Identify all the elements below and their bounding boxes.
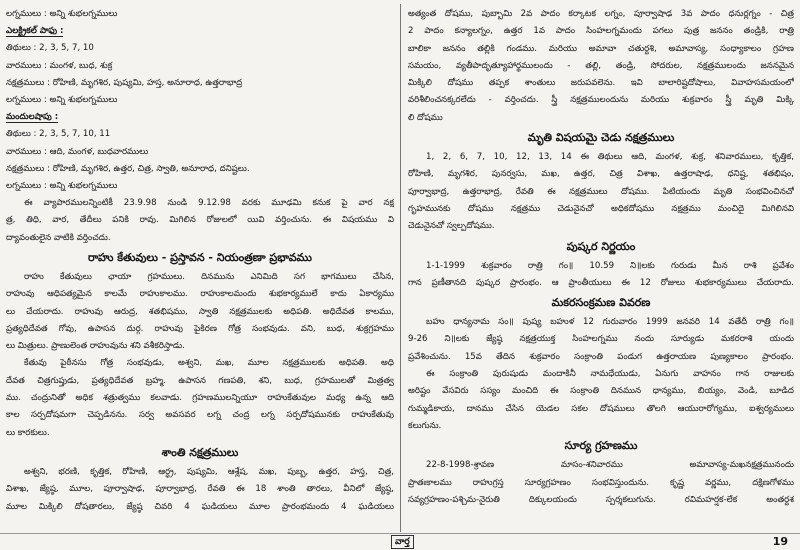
medical-varamulu: వారములు : ఆది, మంగళ, బుధవారములు [6, 146, 149, 157]
paragraph-line: మూల మిక్కిలి దోషతారలు, జ్యేష్ఠ చివరి 4 ఘడియలు మూల ప్రారంభమందు 4 ఘడియలు [6, 501, 394, 512]
paragraph-line: వరిశీలించనక్కరలేదు - వర్తించదు. స్త్రీ నక్షత్రములందును మరియు శుక్రవారం స్త్రీ మృతి మిక్కి [408, 95, 794, 106]
paragraph-line: ప్రత్యధిదేవత గోవు, ఉపాసన దుర్గ. రాహువు పైకిరణ గోత్ర సంభవుడు. వని, బుధ, శుక్రగ్రహము [6, 323, 394, 334]
heading-rahu-ketu: రాహు కేతువులు - ప్రస్తావన - నియంత్రణా ప్రభావము [88, 250, 312, 264]
lagnamulu-line: లగ్నములు : అన్ని శుభలగ్నములు [6, 9, 118, 19]
heading-pushkara: పుష్కర నిర్ణయం [566, 239, 636, 253]
paragraph-line: ఈ సంక్రాంతి పురుషుడు మందాకినీ నామధేయుడు, ఏనుగు వాహనం గాన రాజులకు [426, 369, 794, 380]
electrical-tithulu: తిథులు : 2, 3, 5, 7, 10 [6, 43, 94, 54]
paragraph-mruti [408, 149, 794, 235]
paragraph-grahanam [408, 457, 794, 509]
paragraph-line: మిక్కిలి దోషము తప్పక శాంతులు జరుపవలెను. ఇవి బాలారిష్టదోషాలు, వివాహసమయంలో [408, 78, 794, 89]
paragraph-line: బహు ధాన్యనామ సం॥ పుష్య బహుళ 12 గురువారం 1999 జనవరి 14 వతేదీ రాత్రి గం॥ [426, 317, 794, 328]
paragraph-line: కాల సర్పదోషమగా చెప్పడినను. సర్వ అవసవర లగ్న చంద్ర లగ్న సర్పదోషమునకు రాహుకేతువు [6, 410, 394, 421]
paragraph-mudhami [6, 195, 394, 247]
medical-nakshatramulu: నక్షత్రములు : రోహిణి, మృగశిర, ఉత్తర, చిత్ర, స్వాతి, అనూరాధ, దనిష్టలు. [6, 163, 250, 174]
paragraph-pushkara [408, 258, 794, 293]
paragraph-line: కేతువు పైఠీనసు గోత్ర సంభవుడు, అశ్వని, మఖ, మూల నక్షత్రములకు అధిపతి. అధి [24, 358, 394, 369]
electrical-nakshatramulu: నక్షత్రములు : రోహిణి, మృగశిర, పుష్యమి, హస్త, అనూరాధ, ఉత్తరాభాద్ర [6, 77, 243, 88]
paragraph-line: ము. చంద్రునితో అధిక శత్రుత్వము కలవాడు. గ్రహణములన్నియూ రాహుకేతువుల మధ్య ఉన్న ఆది [6, 393, 394, 404]
paragraph-line: 2 పాదం కన్యాలగ్నం, ఉత్తర 1వ పాదం సింహలగ్నమందు పగలు పుత్ర జననం తండ్రికి, రాత్రి [408, 26, 794, 37]
paragraph-line: సమయం, వ్యతీపాదృత్యూహార్థములందు - తల్లి, తండ్రి, సోదరుల, నక్షత్రములందు జననమైన [408, 60, 794, 71]
paragraph-line: అత్యంత దోషము, పుబ్బామి 2వ పాదం కర్కాటక లగ్నం, పూర్వాషాఢ 3వ పాదం ధనుర్లగ్నం - చిత్ర [408, 9, 794, 19]
heading-surya-grahanam: సూర్య గ్రహణము [564, 439, 638, 453]
paragraph-line: అశ్వని, భరణి, కృత్తిక, రోహిణి, ఆర్ధ్ర, పుష్యమి, ఆశ్లేష, మఖ, పుబ్బ, ఉత్తర, హస్త, చిత్ర, [24, 466, 394, 477]
paragraph-line: సవ్యగ్రహణం-పశ్చిమ-నైరుతి దిక్కులయందు స్పర్శకలుగును. రవిమహర్షక-లేక అంతర్దశ [408, 494, 794, 505]
paragraph-line: ప్రాతఃకాలము రాహుగ్రస్త సూర్యగ్రహణం సంభవిస్తుందును. కృష్ణ వర్ణము, దక్షిణగోళము [408, 477, 794, 488]
paragraph-line: కలుగును. [408, 420, 442, 431]
paragraph-line: లు చేయరాదు. రాహువు ఆరుద్ర, శతభిషము, స్వాతి నక్షత్రములకు అధిపతి. అధిదేవత కాలము, [6, 306, 394, 317]
paragraph-line: త్ర, తిధి, వార, తేదీలు పనికి రావు. మిగిలిన రోజులలో యివి వర్తించును. ఈ విషయము వి [6, 215, 394, 226]
paragraph-line: 1, 2, 6, 7, 10, 12, 13, 14 ఈ తిథులు ఆది, మంగళ, శుక్ర, శనివారములు, కృత్తిక, [426, 152, 794, 163]
medical-tithulu: తిథులు : 2, 3, 5, 7, 10, 11 [6, 129, 111, 140]
paragraph-line: గాన ప్రణీతానది పుష్కర ప్రారంభం. ఆ ప్రాంతీయులు ఈ 12 రోజులు శుభకార్యములు చేయరాదు. [408, 277, 794, 288]
paragraph-line: పూర్వాభాద్ర, ఉత్తరాభాద్ర, రేవతి ఈ నక్షత్రములు దోషము. పిటియందు మృతి సంభవించినచో [408, 186, 794, 197]
paragraph-line: 22-8-1998-శ్రావణ మాసం-శనివారము అమావాస్య-మఖనక్షత్రమునందు [426, 460, 794, 471]
paragraph-line: 9-26 ని॥లకు జ్యేష్ఠ నక్షత్రయుక్త సింహలగ్నము నందు సూర్యుడు మకరరాశి యందు [408, 334, 794, 345]
right-column [408, 6, 794, 529]
heading-makara-sankramana: మకరసంక్రమణ వివరణ [551, 296, 651, 310]
paragraph-shanti [6, 464, 394, 516]
medical-lagnamulu: లగ్నములు : అన్ని శుభలగ్నములు [6, 180, 118, 191]
paragraph-line: లు మిత్రులు. ప్రాణులెంత రాహువును శని వశీకరిస్తాడు. [6, 341, 185, 352]
paragraph-line: గుమ్మడికాయ, దానము చేసిన యెడల సకల దోషములు తొలగి ఆయురారోగ్యము, ఐశ్వర్యములు [408, 403, 794, 414]
section-title-electrical: ఎలక్ట్రికల్ పాఫు : [6, 26, 64, 37]
paragraph-makara [408, 314, 794, 366]
paragraph-line: బాలికా జననం తల్లికి గండము. మరియు అమావా చతుర్దశి, అమావాస్య, సంధ్యాకాలం గ్రహణ [408, 43, 794, 54]
paragraph-line: లి దోషము [408, 112, 443, 123]
paragraph-line: విశాఖ, జ్యేష్ఠ, మూల, పూర్వాషాఢ, పూర్వాభాద్ర, రేవతి ఈ 18 శాంతి తారలు, వీనిలో జ్యేష్ఠ, [6, 484, 394, 495]
publication-logo: వార్త [391, 535, 414, 549]
paragraph-line: 1-1-1999 శుక్రవారం రాత్రి గం॥ 10.59 ని॥లకు గురుడు మీన రాశి ప్రవేశం [426, 260, 794, 271]
paragraph-line: దేవత చిత్రగుప్తుడు, ప్రత్యధిదేవత బ్రహ్మ. ఉపాసన గణపతి, శని, బుధ, గ్రహములతో మిత్రత్వ [6, 375, 394, 386]
electrical-lagnamulu: లగ్నములు : అన్ని శుభలగ్నములు [6, 94, 118, 105]
paragraph-line: రాహువు ఆధిపత్యమైన కాలమే రాహుకాలము. రాహుకాలమందు శుభకార్యములే కాదు ఏకార్యము [6, 289, 394, 300]
paragraph-line: రోహిణి, మృగశిర, పునర్వసు, మఖ, ఉత్తర, చిత్ర విశాఖ, ఉత్తరాషాఢ, ధనిష్ట, శతభిషం, [408, 169, 794, 180]
paragraph-rahu [6, 269, 394, 355]
paragraph-line: అరిష్టం వేసవిరు సస్యం మంచిది ఈ సంక్రాంతి దినమున ధాన్యము, బియ్యం, వెండి, బూడిద [408, 386, 794, 397]
section-title-medical: మందులషాపు : [6, 112, 59, 123]
paragraph-line: గృహమునకు దోషము నక్షత్రము చెడునైనచో అధికదోషము నక్షత్రము మంచిదై మిగిలినవి [408, 203, 794, 214]
page-footer [0, 533, 800, 550]
left-column [6, 6, 394, 529]
paragraph-line: లు కారకులు. [6, 427, 50, 438]
paragraph-sankranti [408, 366, 794, 435]
column-divider [400, 4, 401, 532]
paragraph-line: ప్రవేశించును. 15వ తేదిన శుక్రవారం సంక్రాంతి పండుగ ఉత్తరాయణ పుణ్యకాలం ప్రారంభం. [408, 351, 794, 362]
paragraph-line: ఈ వ్యాపారములన్నింటికీ 23.9.98 నుండి 9.12.98 వరకు మూఢమి కనుక పై వార నక్ష [24, 198, 394, 209]
heading-mruti: మృతి విషయమై చెడు నక్షత్రములు [527, 131, 675, 145]
paragraph-ketu [6, 355, 394, 441]
paragraph-dosham [408, 6, 794, 127]
heading-shanti-nakshatramulu: శాంతి నక్షత్రములు [161, 445, 239, 459]
paragraph-line: రాహు కేతువులు ఛాయా గ్రహములు. దినమును ఎనిమిది సగ భాగములు చేసిన, [24, 271, 394, 282]
page-number: 19 [772, 535, 788, 548]
electrical-varamulu: వారములు : మంగళ, బుధ, శుక్ర [6, 60, 113, 71]
paragraph-line: చెడునైనచో స్వల్పదోషము. [408, 221, 495, 232]
paragraph-line: ద్యావంతులైన వాటికి వర్తించదు. [6, 232, 111, 243]
